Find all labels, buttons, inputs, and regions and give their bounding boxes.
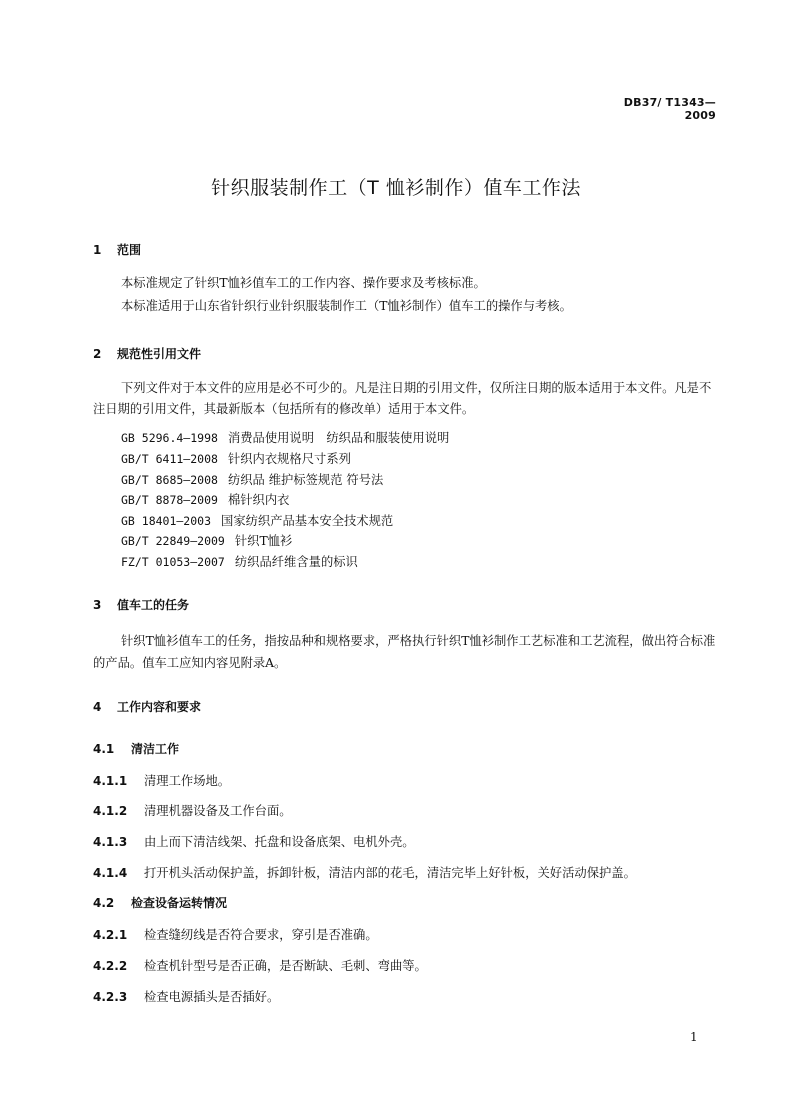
- clause-text: 检查机针型号是否正确，是否断缺、毛刺、弯曲等。: [144, 959, 427, 973]
- section-title: 值车工的任务: [117, 598, 190, 612]
- reference-code: GB/T 8685—2008: [121, 473, 218, 487]
- section-number: 1: [93, 243, 102, 257]
- section-title: 范围: [117, 243, 142, 257]
- document-title: 针织服装制作工（T 恤衫制作）值车工作法: [211, 177, 581, 199]
- clause-text: 检查缝纫线是否符合要求，穿引是否准确。: [144, 928, 378, 942]
- reference-item: [121, 449, 351, 467]
- page-number: 1: [690, 1030, 698, 1044]
- section-1-paragraph-2: 本标准适用于山东省针织行业针织服装制作工（T恤衫制作）值车工的操作与考核。: [121, 299, 572, 313]
- section-title: 检查设备运转情况: [131, 896, 228, 910]
- clause-text: 打开机头活动保护盖，拆卸针板，清洁内部的花毛，清洁完毕上好针板，关好活动保护盖。: [144, 866, 636, 880]
- section-1-paragraph-1: 本标准规定了针织T恤衫值车工的工作内容、操作要求及考核标准。: [121, 276, 486, 290]
- section-number: 4.1: [93, 742, 115, 756]
- clause-text: 由上而下清洁线架、托盘和设备底架、电机外壳。: [144, 835, 415, 849]
- clause-item: [93, 987, 279, 1005]
- section-4-2-heading: [93, 894, 227, 911]
- reference-code: GB 5296.4—1998: [121, 431, 218, 445]
- reference-name: 消费品使用说明 纺织品和服装使用说明: [227, 431, 450, 445]
- reference-name: 纺织品纤维含量的标识: [234, 555, 358, 569]
- clause-number: 4.2.1: [93, 928, 128, 942]
- clause-item: [93, 925, 378, 943]
- clause-number: 4.1.4: [93, 866, 128, 880]
- standard-code: DB37/ T1343—2009: [623, 96, 716, 122]
- section-title: 工作内容和要求: [117, 700, 202, 714]
- clause-number: 4.1.2: [93, 804, 128, 818]
- clause-number: 4.2.3: [93, 990, 128, 1004]
- reference-code: GB 18401—2003: [121, 514, 212, 528]
- reference-item: [121, 470, 383, 488]
- section-3-heading: [93, 596, 189, 613]
- section-2-paragraph: 下列文件对于本文件的应用是必不可少的。凡是注日期的引用文件，仅所注日期的版本适用于本文件。凡是不注日期的引用文件，其最新版本（包括所有的修改单）适用于本文件。: [93, 381, 712, 416]
- clause-item: [93, 956, 427, 974]
- section-4-1-heading: [93, 740, 179, 757]
- clause-item: [93, 863, 636, 881]
- clause-item: [93, 771, 230, 789]
- reference-item: [121, 552, 358, 570]
- reference-name: 纺织品 维护标签规范 符号法: [227, 473, 384, 487]
- reference-code: GB/T 22849—2009: [121, 534, 225, 548]
- reference-name: 棉针织内衣: [227, 493, 290, 507]
- section-3-paragraph: 针织T恤衫值车工的任务，指按品种和规格要求，严格执行针织T恤衫制作工艺标准和工艺流程，做出符合标准的产品。值车工应知内容见附录A。: [93, 634, 716, 670]
- reference-name: 针织T恤衫: [234, 534, 293, 548]
- reference-item: [121, 428, 449, 446]
- section-2-heading: [93, 345, 201, 362]
- reference-code: FZ/T 01053—2007: [121, 555, 225, 569]
- clause-number: 4.2.2: [93, 959, 128, 973]
- section-number: 4: [93, 700, 102, 714]
- section-title: 清洁工作: [131, 742, 180, 756]
- clause-number: 4.1.1: [93, 774, 128, 788]
- clause-text: 清理工作场地。: [144, 774, 231, 788]
- reference-name: 国家纺织产品基本安全技术规范: [221, 514, 394, 528]
- reference-code: GB/T 6411—2008: [121, 452, 218, 466]
- clause-item: [93, 832, 415, 850]
- section-1-heading: [93, 241, 141, 258]
- section-title: 规范性引用文件: [117, 347, 202, 361]
- reference-item: [121, 531, 292, 549]
- reference-item: [121, 490, 289, 508]
- clause-text: 检查电源插头是否插好。: [144, 990, 280, 1004]
- clause-number: 4.1.3: [93, 835, 128, 849]
- reference-name: 针织内衣规格尺寸系列: [227, 452, 351, 466]
- clause-item: [93, 801, 292, 819]
- section-number: 2: [93, 347, 102, 361]
- section-number: 3: [93, 598, 102, 612]
- section-number: 4.2: [93, 896, 115, 910]
- clause-text: 清理机器设备及工作台面。: [144, 804, 292, 818]
- section-4-heading: [93, 698, 201, 715]
- reference-code: GB/T 8878—2009: [121, 493, 218, 507]
- reference-item: [121, 511, 393, 529]
